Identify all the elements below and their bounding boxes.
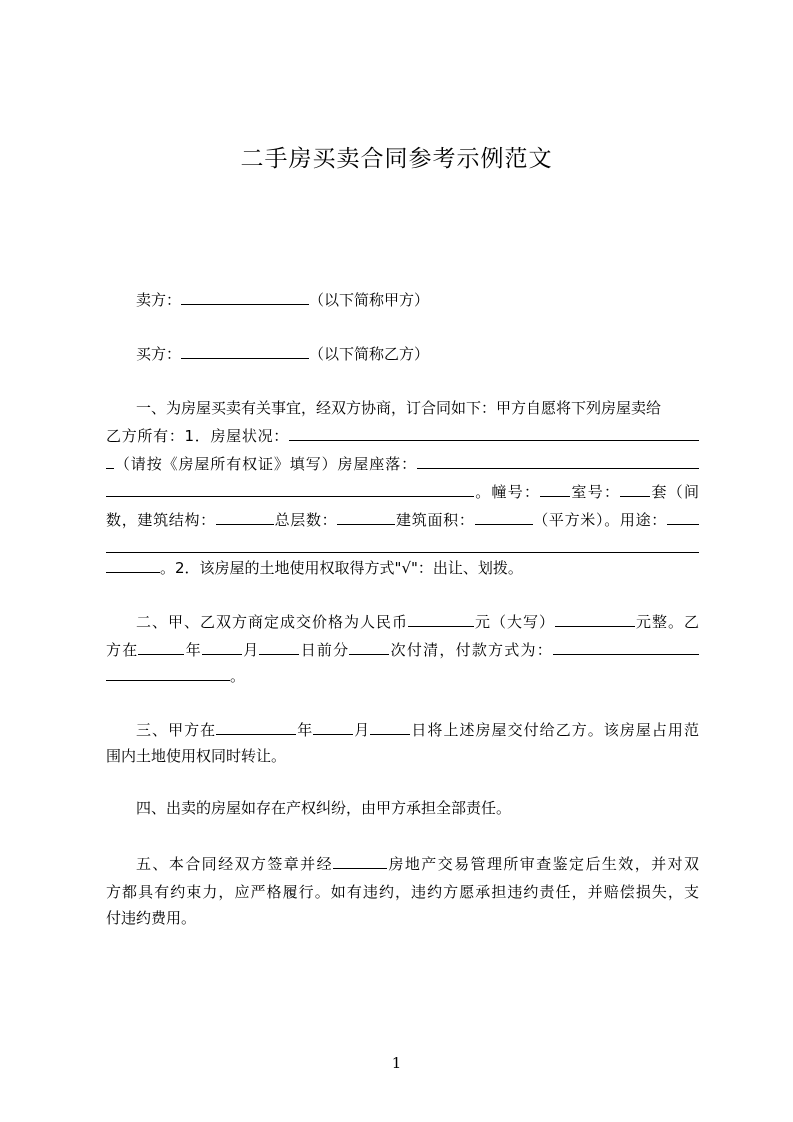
- usage-label: （平方米）。用途：: [532, 511, 667, 529]
- buyer-label: 买方：: [136, 345, 182, 363]
- buyer-blank[interactable]: [181, 344, 309, 359]
- price-blank[interactable]: [408, 612, 474, 627]
- document-title: 二手房买卖合同参考示例范文: [240, 146, 553, 172]
- delivery-year-blank[interactable]: [216, 720, 296, 735]
- pay-prefix: 方在: [106, 641, 139, 659]
- clause-1-line-7: [106, 558, 523, 578]
- pay-year-blank[interactable]: [138, 640, 184, 655]
- clause-3-line-1: [136, 720, 699, 740]
- delivery-year-label: 年: [296, 721, 314, 739]
- house-status-blank[interactable]: [289, 426, 699, 441]
- area-label: 建筑面积：: [395, 511, 475, 529]
- pay-method-blank[interactable]: [553, 640, 699, 655]
- land-use-text: 。2．该房屋的土地使用权取得方式"√"：出让、划拨。: [160, 559, 523, 577]
- floors-blank[interactable]: [337, 510, 395, 525]
- effect-text: 房地产交易管理所审查鉴定后生效，并对双: [387, 855, 699, 873]
- clause-1-line-1: 一、为房屋买卖有关事宜，经双方协商，订合同如下：甲方自愿将下列房屋卖给: [136, 399, 662, 417]
- clause-1-line-4: [106, 482, 699, 502]
- clause-1-location-label: （请按《房屋所有权证》填写）房屋座落：: [114, 455, 417, 473]
- usage-blank-end[interactable]: [106, 558, 160, 573]
- page-number: 1: [391, 1054, 402, 1072]
- clause-1-line-3: [106, 454, 699, 474]
- pay-month-blank[interactable]: [202, 640, 242, 655]
- building-no-blank[interactable]: [540, 482, 570, 497]
- seller-suffix: （以下简称甲方）: [309, 291, 430, 309]
- structure-label: 数，建筑结构：: [106, 511, 216, 529]
- pay-day-label: 日前分: [299, 641, 350, 659]
- pay-month-label: 月: [241, 641, 260, 659]
- buyer-line: [136, 344, 429, 364]
- delivery-month-label: 月: [353, 721, 371, 739]
- pay-method-blank-cont[interactable]: [106, 666, 230, 681]
- clause-4-line-1: 四、出卖的房屋如存在产权纠纷，由甲方承担全部责任。: [136, 799, 512, 817]
- pay-year-label: 年: [184, 641, 202, 659]
- price-capital-label: 元（大写）: [473, 613, 555, 631]
- room-no-label: 室号：: [570, 483, 621, 501]
- price-capital-blank[interactable]: [555, 612, 635, 627]
- usage-blank[interactable]: [667, 510, 699, 525]
- clause-1-line-6: [106, 538, 699, 558]
- clause-2-end: 。: [230, 667, 246, 685]
- effect-prefix: 五、本合同经双方签章并经: [136, 855, 334, 873]
- location-blank-cont[interactable]: [106, 482, 474, 497]
- floors-label: 总层数：: [273, 511, 338, 529]
- clause-5-line-3: 付违约费用。: [106, 909, 197, 927]
- delivery-text: 日将上述房屋交付给乙方。该房屋占用范: [410, 721, 699, 739]
- price-suffix: 元整。乙: [634, 613, 699, 631]
- structure-blank[interactable]: [216, 510, 274, 525]
- authority-blank[interactable]: [333, 854, 387, 869]
- clause-1-line-5: [106, 510, 699, 530]
- clause-2-line-2: [106, 640, 699, 660]
- seller-blank[interactable]: [181, 290, 309, 305]
- delivery-month-blank[interactable]: [313, 720, 353, 735]
- room-no-blank[interactable]: [620, 482, 650, 497]
- delivery-prefix: 三、甲方在: [136, 721, 217, 739]
- clause-3-line-2: 围内土地使用权同时转让。: [106, 747, 287, 765]
- seller-label: 卖方：: [136, 291, 182, 309]
- price-label: 二、甲、乙双方商定成交价格为人民币: [136, 613, 408, 631]
- seller-line: [136, 290, 429, 310]
- clause-1-line-2: [106, 426, 699, 446]
- clause-5-line-2: 方都具有约束力，应严格履行。如有违约，违约方愿承担违约责任，并赔偿损失，支: [106, 883, 699, 901]
- buyer-suffix: （以下简称乙方）: [309, 345, 430, 363]
- pay-times-blank[interactable]: [349, 640, 389, 655]
- area-blank[interactable]: [475, 510, 533, 525]
- pay-day-blank[interactable]: [259, 640, 299, 655]
- unit-label: 套（间: [650, 483, 699, 501]
- clause-2-line-3: [106, 666, 245, 686]
- delivery-day-blank[interactable]: [370, 720, 410, 735]
- location-blank[interactable]: [417, 454, 699, 469]
- house-status-blank-cont[interactable]: [106, 454, 114, 469]
- pay-method-label: 次付清，付款方式为：: [389, 641, 553, 659]
- building-no-label: 。幢号：: [474, 483, 541, 501]
- usage-blank-cont[interactable]: [106, 538, 699, 553]
- clause-2-line-1: [136, 612, 699, 632]
- clause-1-house-status-label: 乙方所有：1．房屋状况：: [106, 427, 289, 445]
- clause-5-line-1: [136, 854, 699, 874]
